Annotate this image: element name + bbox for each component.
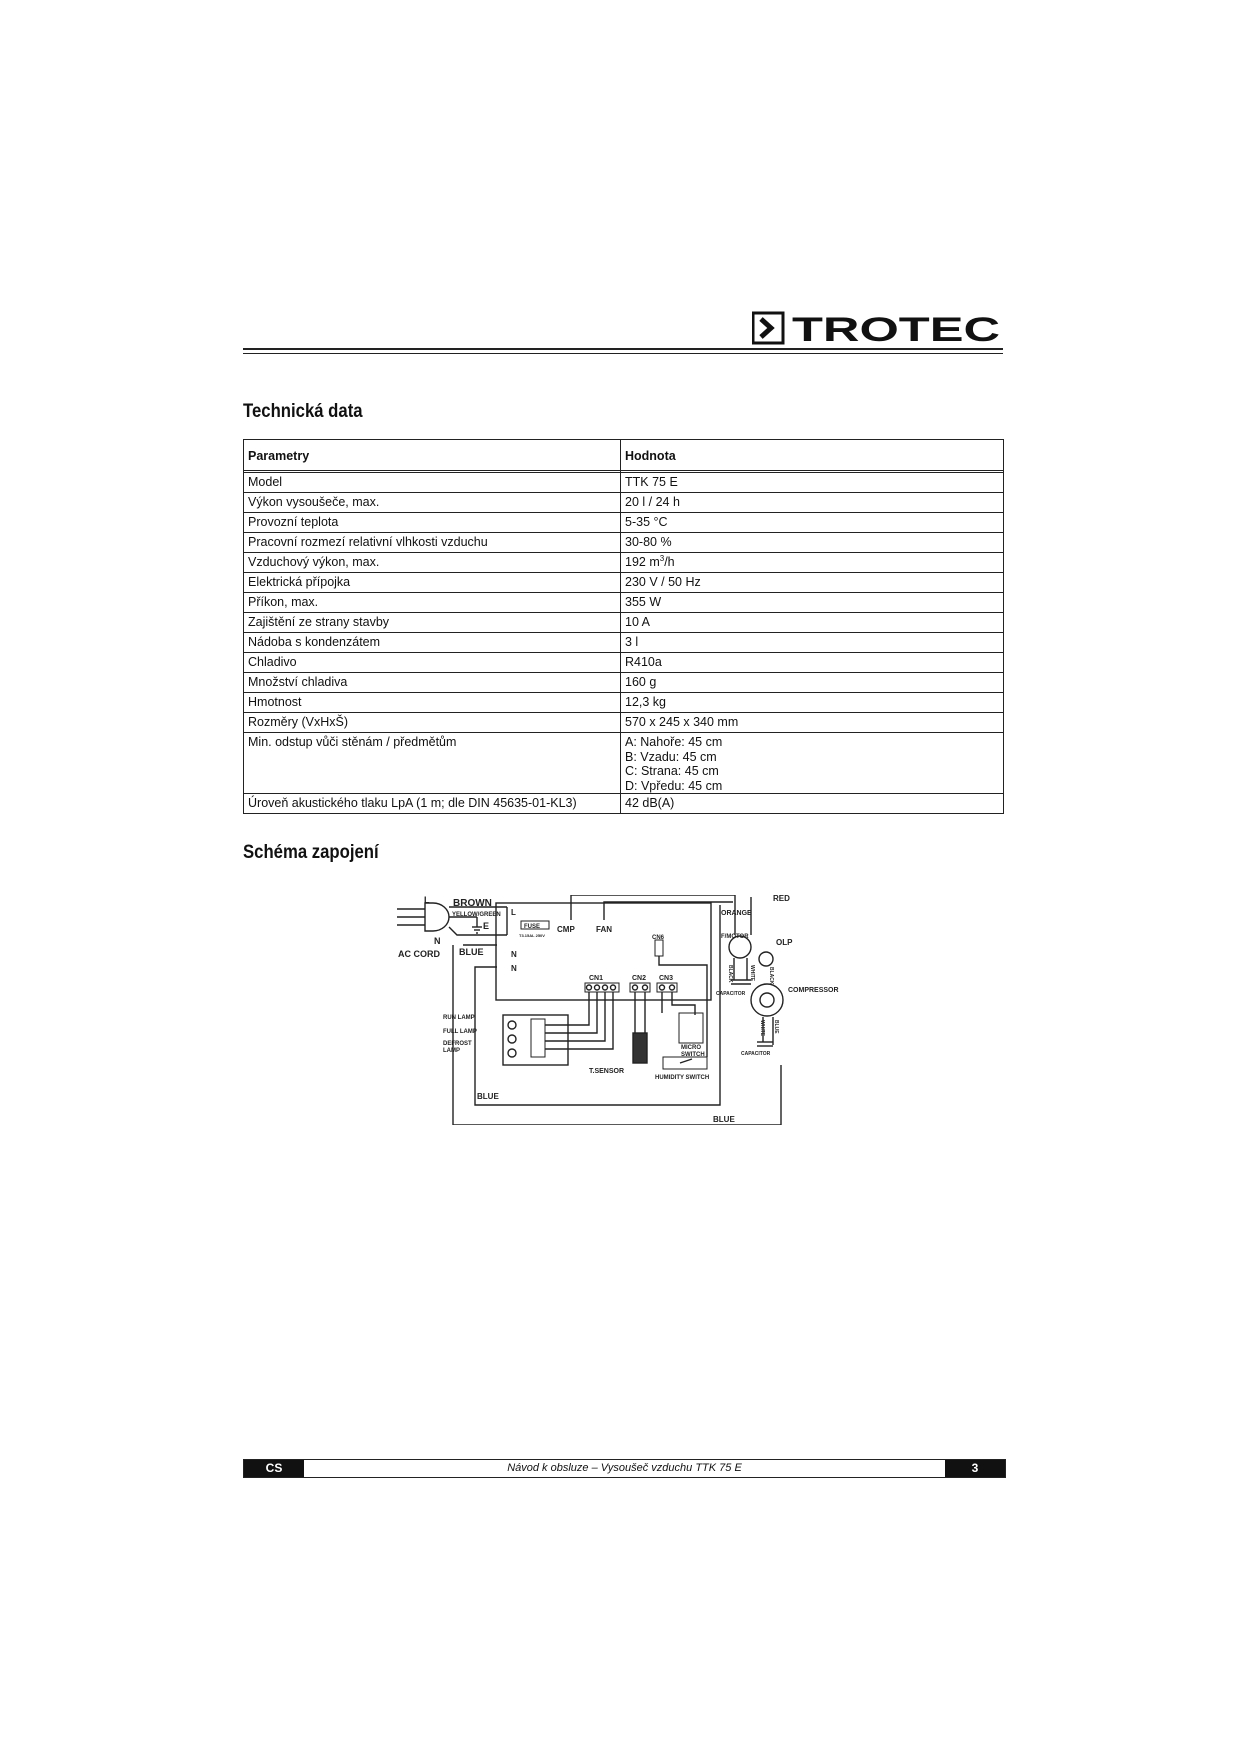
svg-text:F/MOTOR: F/MOTOR	[721, 934, 749, 940]
wiring-diagram	[395, 895, 855, 1125]
section-title-tech: Technická data	[243, 401, 363, 422]
svg-text:N: N	[511, 950, 517, 959]
svg-text:SWITCH: SWITCH	[681, 1052, 705, 1058]
param-cell: Rozměry (VxHxŠ)	[244, 713, 621, 733]
value-cell: TTK 75 E	[621, 473, 1004, 493]
svg-text:CN6: CN6	[652, 935, 665, 941]
table-row	[244, 573, 1004, 593]
param-cell: Chladivo	[244, 653, 621, 673]
svg-text:FULL LAMP: FULL LAMP	[443, 1029, 477, 1035]
value-cell: A: Nahoře: 45 cm B: Vzadu: 45 cm C: Strana: 45 cm D: Vpředu: 45 cm	[621, 733, 1004, 794]
svg-text:MICRO: MICRO	[681, 1045, 701, 1051]
svg-text:LAMP: LAMP	[443, 1048, 460, 1054]
svg-text:BLUE: BLUE	[773, 1020, 779, 1034]
svg-text:L: L	[424, 895, 430, 905]
svg-text:YELLOW/GREEN: YELLOW/GREEN	[452, 912, 501, 918]
olp-icon	[759, 952, 773, 966]
param-cell: Vzduchový výkon, max.	[244, 553, 621, 573]
value-cell: 30-80 %	[621, 533, 1004, 553]
svg-text:AC CORD: AC CORD	[398, 949, 440, 959]
header-rule-thin	[243, 353, 1003, 354]
table-row	[244, 513, 1004, 533]
table-row	[244, 613, 1004, 633]
param-cell: Úroveň akustického tlaku LpA (1 m; dle DIN 45635-01-KL3)	[244, 794, 621, 814]
svg-text:FAN: FAN	[596, 925, 612, 934]
svg-text:FUSE: FUSE	[524, 924, 541, 930]
svg-text:BLUE: BLUE	[713, 1115, 735, 1124]
table-row	[244, 493, 1004, 513]
table-row	[244, 733, 1004, 794]
svg-text:BLACK: BLACK	[768, 967, 774, 985]
svg-text:ORANGE: ORANGE	[721, 910, 752, 917]
column-header-param: Parametry	[244, 440, 621, 471]
table-row	[244, 713, 1004, 733]
param-cell: Příkon, max.	[244, 593, 621, 613]
svg-text:CAPACITOR: CAPACITOR	[741, 1051, 771, 1057]
svg-text:WHITE: WHITE	[749, 965, 755, 982]
table-row	[244, 533, 1004, 553]
brand-name: TROTEC	[792, 311, 1000, 345]
svg-text:BLUE: BLUE	[459, 947, 484, 957]
compressor-icon	[751, 984, 783, 1016]
svg-text:T3.15AL 250V: T3.15AL 250V	[519, 933, 545, 938]
svg-text:OLP: OLP	[776, 938, 793, 947]
svg-text:L: L	[511, 908, 516, 917]
value-cell: 355 W	[621, 593, 1004, 613]
footer-page-number: 3	[945, 1460, 1005, 1477]
svg-text:CN1: CN1	[589, 975, 604, 982]
value-cell: 5-35 °C	[621, 513, 1004, 533]
svg-text:E: E	[483, 921, 490, 931]
column-header-value: Hodnota	[621, 440, 1004, 471]
table-row	[244, 473, 1004, 493]
header-rule	[243, 348, 1003, 350]
value-cell: 3 l	[621, 633, 1004, 653]
value-cell: R410a	[621, 653, 1004, 673]
svg-text:RUN LAMP: RUN LAMP	[443, 1015, 475, 1021]
svg-text:CN2: CN2	[632, 975, 647, 982]
table-row	[244, 633, 1004, 653]
svg-text:N: N	[434, 936, 441, 946]
param-cell: Provozní teplota	[244, 513, 621, 533]
param-cell: Výkon vysoušeče, max.	[244, 493, 621, 513]
spec-table	[243, 439, 1004, 814]
value-cell: 42 dB(A)	[621, 794, 1004, 814]
table-row	[244, 553, 1004, 573]
svg-text:CN3: CN3	[659, 975, 674, 982]
value-cell: 10 A	[621, 613, 1004, 633]
svg-text:N: N	[511, 964, 517, 973]
value-cell: 12,3 kg	[621, 693, 1004, 713]
svg-text:T.SENSOR: T.SENSOR	[589, 1068, 625, 1075]
svg-text:DEFROST: DEFROST	[443, 1041, 472, 1047]
svg-text:BROWN: BROWN	[453, 898, 492, 909]
footer-language: CS	[244, 1460, 304, 1477]
param-cell: Hmotnost	[244, 693, 621, 713]
param-cell: Nádoba s kondenzátem	[244, 633, 621, 653]
value-cell: 20 l / 24 h	[621, 493, 1004, 513]
svg-text:HUMIDITY SWITCH: HUMIDITY SWITCH	[655, 1075, 710, 1081]
param-cell: Elektrická přípojka	[244, 573, 621, 593]
svg-text:CAPACITOR: CAPACITOR	[716, 991, 746, 997]
plug-icon	[425, 903, 449, 931]
value-cell: 160 g	[621, 673, 1004, 693]
table-row	[244, 673, 1004, 693]
svg-text:COMPRESSOR: COMPRESSOR	[788, 987, 839, 994]
table-row	[244, 653, 1004, 673]
trotec-logo	[752, 311, 1002, 345]
table-header-row	[244, 440, 1004, 471]
table-row	[244, 794, 1004, 814]
svg-text:BLACK: BLACK	[727, 965, 733, 983]
param-cell: Pracovní rozmezí relativní vlhkosti vzduchu	[244, 533, 621, 553]
value-cell: 192 $m^3/h$	[621, 553, 1004, 573]
value-cell: 570 x 245 x 340 mm	[621, 713, 1004, 733]
param-cell: Množství chladiva	[244, 673, 621, 693]
svg-text:CMP: CMP	[557, 925, 575, 934]
value-cell: 230 V / 50 Hz	[621, 573, 1004, 593]
param-cell: Model	[244, 473, 621, 493]
footer-title: Návod k obsluze – Vysoušeč vzduchu TTK 75 E	[507, 1462, 742, 1474]
section-title-schema: Schéma zapojení	[243, 842, 379, 863]
page-footer	[243, 1459, 1006, 1478]
table-row	[244, 693, 1004, 713]
table-row	[244, 593, 1004, 613]
svg-text:BLUE: BLUE	[477, 1092, 499, 1101]
param-cell: Min. odstup vůči stěnám / předmětům	[244, 733, 621, 794]
svg-text:WHITE: WHITE	[759, 1020, 765, 1037]
param-cell: Zajištění ze strany stavby	[244, 613, 621, 633]
svg-text:RED: RED	[773, 895, 790, 903]
